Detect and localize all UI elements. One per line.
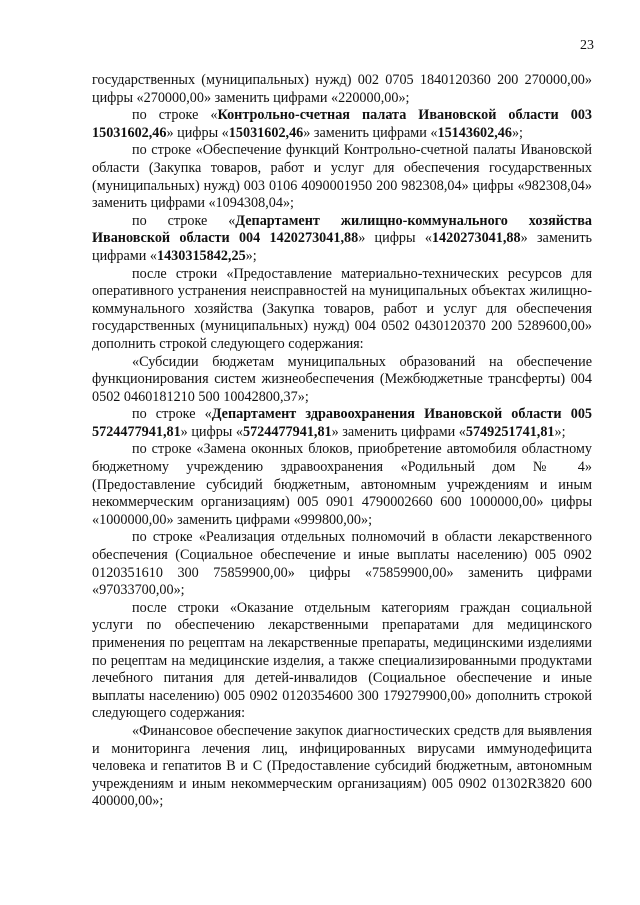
text-run: »; <box>245 247 257 264</box>
text-run: после строки «Предоставление материально-технических ресурсов для оперативного устранения неисправностей на муниципальных объектах жилищно-коммунального хозяйства (Закупка товаров, работ и услуг для обеспечения государственных (муниципальных) нужд) 004 0502 0430120370 200 5289600,00» дополнить строкой следующего содержания: <box>92 265 592 352</box>
text-run: по строке « <box>132 107 218 124</box>
paragraph-p9 <box>92 529 592 599</box>
paragraph-p5 <box>92 266 592 354</box>
page-number: 23 <box>580 38 594 53</box>
paragraph-p2 <box>92 107 592 142</box>
text-run: государственных (муниципальных) нужд) 002 0705 1840120360 200 270000,00» цифры «270000,00» заменить цифрами «220000,00»; <box>92 72 592 106</box>
bold-text: 1430315842,25 <box>156 247 246 264</box>
paragraph-p11 <box>92 723 592 811</box>
bold-text: 15143602,46 <box>437 124 512 141</box>
text-run: по строке « <box>132 406 212 423</box>
bold-text: 5724477941,81 <box>242 423 332 440</box>
paragraph-p1 <box>92 72 592 107</box>
text-run: по строке «Обеспечение функций Контрольно-счетной палаты Ивановской области (Закупка товаров, работ и услуг для обеспечения государственных (муниципальных) нужд) 003 0106 4090001950 200 982308,04» цифры «982308,04» заменить цифрами «1094308,04»; <box>92 142 592 212</box>
text-run: по строке « <box>132 212 236 229</box>
paragraph-p7 <box>92 406 592 441</box>
bold-text: 1420273041,88 <box>431 230 521 247</box>
text-run: по строке «Замена оконных блоков, приобретение автомобиля областному бюджетному учреждению здравоохранения «Родильный дом № 4» (Предоставление субсидий бюджетным, автономным учреждениям и иным некоммерческим организациям) 005 0901 4790002660 600 1000000,00» цифры «1000000,00» заменить цифрами «999800,00»; <box>92 441 592 528</box>
paragraph-p8 <box>92 441 592 529</box>
text-run: »; <box>511 124 523 141</box>
bold-text: 15031602,46 <box>228 124 304 141</box>
text-run: » цифры « <box>180 423 243 440</box>
paragraph-p6 <box>92 354 592 407</box>
text-run: » заменить цифрами « <box>331 423 466 440</box>
paragraph-p3 <box>92 142 592 212</box>
bold-text: Контрольно-счетная палата Ивановской области 003 15031602,46 <box>92 107 593 141</box>
bold-text: Департамент здравоохранения Ивановской области 005 5724477941,81 <box>92 406 593 440</box>
text-run: » цифры « <box>166 124 229 141</box>
bold-text: Департамент жилищно-коммунального хозяйства Ивановской области 004 1420273041,88 <box>92 212 592 247</box>
text-run: »; <box>554 423 566 440</box>
text-run: » заменить цифрами « <box>92 230 592 264</box>
text-run: «Субсидии бюджетам муниципальных образований на обеспечение функционирования систем жизнеобеспечения (Межбюджетные трансферты) 004 0502 0460181210 500 10042800,37»; <box>92 353 592 405</box>
text-run: » заменить цифрами « <box>303 124 438 141</box>
paragraph-p10 <box>92 600 592 723</box>
text-run: по строке «Реализация отдельных полномочий в области лекарственного обеспечения (Социальное обеспечение и иные выплаты населению) 005 0902 0120351610 300 75859900,00» цифры «75859900,00» заменить цифрами «97033700,00»; <box>92 529 592 599</box>
text-run: после строки «Оказание отдельным категориям граждан социальной услуги по обеспечению лекарственными препаратами для медицинского применения по рецептам на лекарственные препараты, медицинскими изделиями по рецептам на медицинские изделия, а также специализированными продуктами лечебного питания для детей-инвалидов (Социальное обеспечение и иные выплаты населению) 005 0902 0120354600 300 179279900,00» дополнить строкой следующего содержания: <box>92 599 592 722</box>
document-body <box>92 72 592 811</box>
paragraph-p4 <box>92 213 592 266</box>
text-run: » цифры « <box>358 230 432 247</box>
bold-text: 5749251741,81 <box>465 423 555 440</box>
text-run: «Финансовое обеспечение закупок диагностических средств для выявления и мониторинга лечения лиц, инфицированных вирусами иммунодефицита человека и гепатитов В и С (Предоставление субсидий бюджетным, автономным учреждениям и иным некоммерческим организациям) 005 0902 01302R3820 600 400000,00»; <box>92 722 592 810</box>
